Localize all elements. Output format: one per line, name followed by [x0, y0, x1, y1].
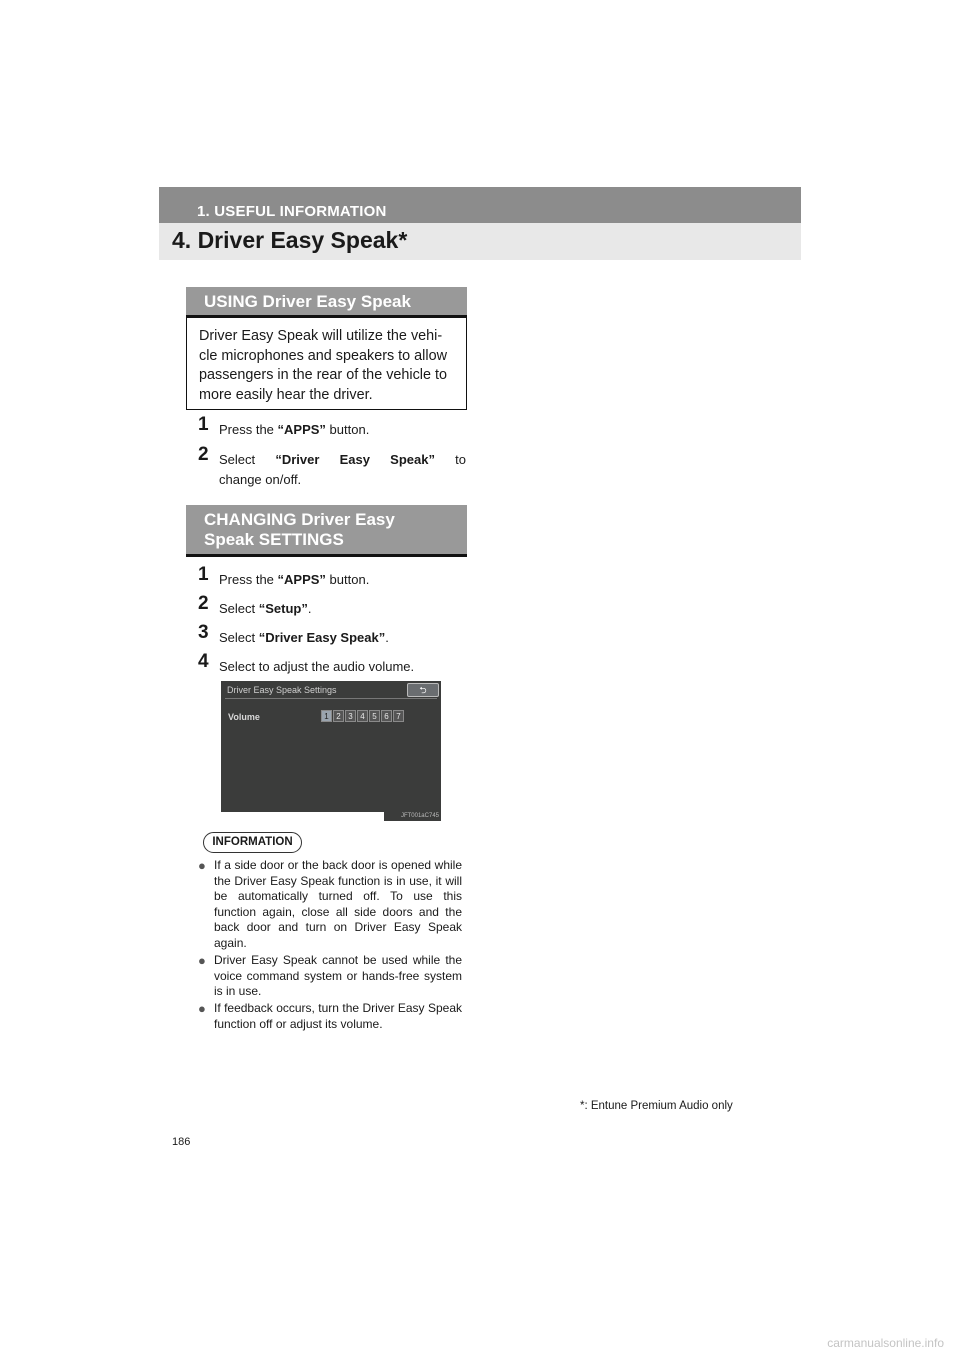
screenshot-code: JFT001aC745: [384, 812, 441, 821]
intro-line: passengers in the rear of the vehicle to: [199, 367, 447, 383]
step-text: .: [307, 601, 312, 616]
bullet-icon: ●: [198, 953, 206, 968]
step-text: button.: [325, 572, 370, 587]
intro-line: more easily hear the driver.: [199, 386, 373, 403]
step-emphasis: “Driver Easy Speak”: [258, 630, 386, 645]
volume-level-button[interactable]: 2: [333, 710, 344, 722]
volume-level-button[interactable]: 3: [345, 710, 356, 722]
step-text: Select to adjust the audio volume.: [219, 659, 415, 674]
footnote: *: Entune Premium Audio only: [580, 1100, 733, 1112]
settings-screenshot: [221, 681, 441, 812]
screen-divider: [225, 698, 437, 699]
volume-level-button[interactable]: 4: [357, 710, 368, 722]
step-text: Select: [219, 601, 259, 616]
using-heading: USING Driver Easy Speak: [186, 287, 467, 318]
using-step-1: [198, 414, 466, 440]
step-text: Select: [219, 630, 259, 645]
changing-step-3: [198, 622, 466, 648]
step-number: 4: [198, 651, 209, 672]
step-line-2: change on/off.: [219, 472, 302, 487]
step-emphasis: “Driver Easy Speak”: [275, 452, 435, 467]
info-text: Driver Easy Speak cannot be used while the voice command system or hands-free system is in use.: [214, 953, 462, 998]
step-text: Press the: [219, 572, 278, 587]
info-item: [198, 858, 462, 951]
step-text: to: [434, 452, 466, 467]
step-emphasis: “APPS”: [277, 572, 326, 587]
changing-step-4: [198, 651, 466, 677]
volume-level-button[interactable]: 5: [369, 710, 380, 722]
step-emphasis: “Setup”: [258, 601, 308, 616]
step-emphasis: “APPS”: [277, 422, 326, 437]
info-item: [198, 953, 462, 1000]
changing-step-2: [198, 593, 466, 619]
step-text: button.: [325, 422, 370, 437]
step-number: 3: [198, 622, 209, 643]
volume-label: Volume: [228, 712, 260, 722]
volume-level-button[interactable]: 7: [393, 710, 404, 722]
intro-line: Driver Easy Speak will utilize the vehi-: [199, 328, 443, 344]
changing-heading-line: CHANGING Driver Easy: [204, 510, 395, 529]
info-item: [198, 1001, 462, 1032]
step-number: 2: [198, 593, 209, 614]
step-number: 2: [198, 444, 209, 465]
intro-line: cle microphones and speakers to allow: [199, 347, 447, 364]
step-text: Press the: [219, 422, 278, 437]
step-line: [219, 450, 466, 470]
changing-heading-line: Speak SETTINGS: [204, 530, 344, 549]
changing-heading: [186, 505, 467, 557]
page-number: 186: [172, 1136, 191, 1148]
step-number: 1: [198, 564, 209, 585]
step-text: Select: [219, 452, 276, 467]
watermark: carmanualsonline.info: [827, 1336, 944, 1350]
step-number: 1: [198, 414, 209, 435]
back-arrow-icon[interactable]: ⮌: [407, 683, 439, 697]
information-badge: INFORMATION: [203, 832, 302, 853]
info-text: If a side door or the back door is opened while the Driver Easy Speak function is in use, it will be automatically turned off. To use this function again, close all side doors and the back door and turn on Driver Easy Speak again.: [214, 858, 462, 950]
section-label: 1. USEFUL INFORMATION: [197, 203, 387, 220]
bullet-icon: ●: [198, 1001, 206, 1016]
volume-level-button[interactable]: 1: [321, 710, 332, 722]
step-text: .: [385, 630, 389, 645]
screen-title: Driver Easy Speak Settings: [227, 685, 337, 695]
changing-step-1: [198, 564, 466, 590]
page-title: 4. Driver Easy Speak*: [172, 227, 408, 253]
bullet-icon: ●: [198, 858, 206, 873]
using-step-2: [198, 444, 466, 490]
info-text: If feedback occurs, turn the Driver Easy Speak function off or adjust its volume.: [214, 1001, 462, 1031]
volume-level-button[interactable]: 6: [381, 710, 392, 722]
intro-box: [186, 318, 467, 410]
